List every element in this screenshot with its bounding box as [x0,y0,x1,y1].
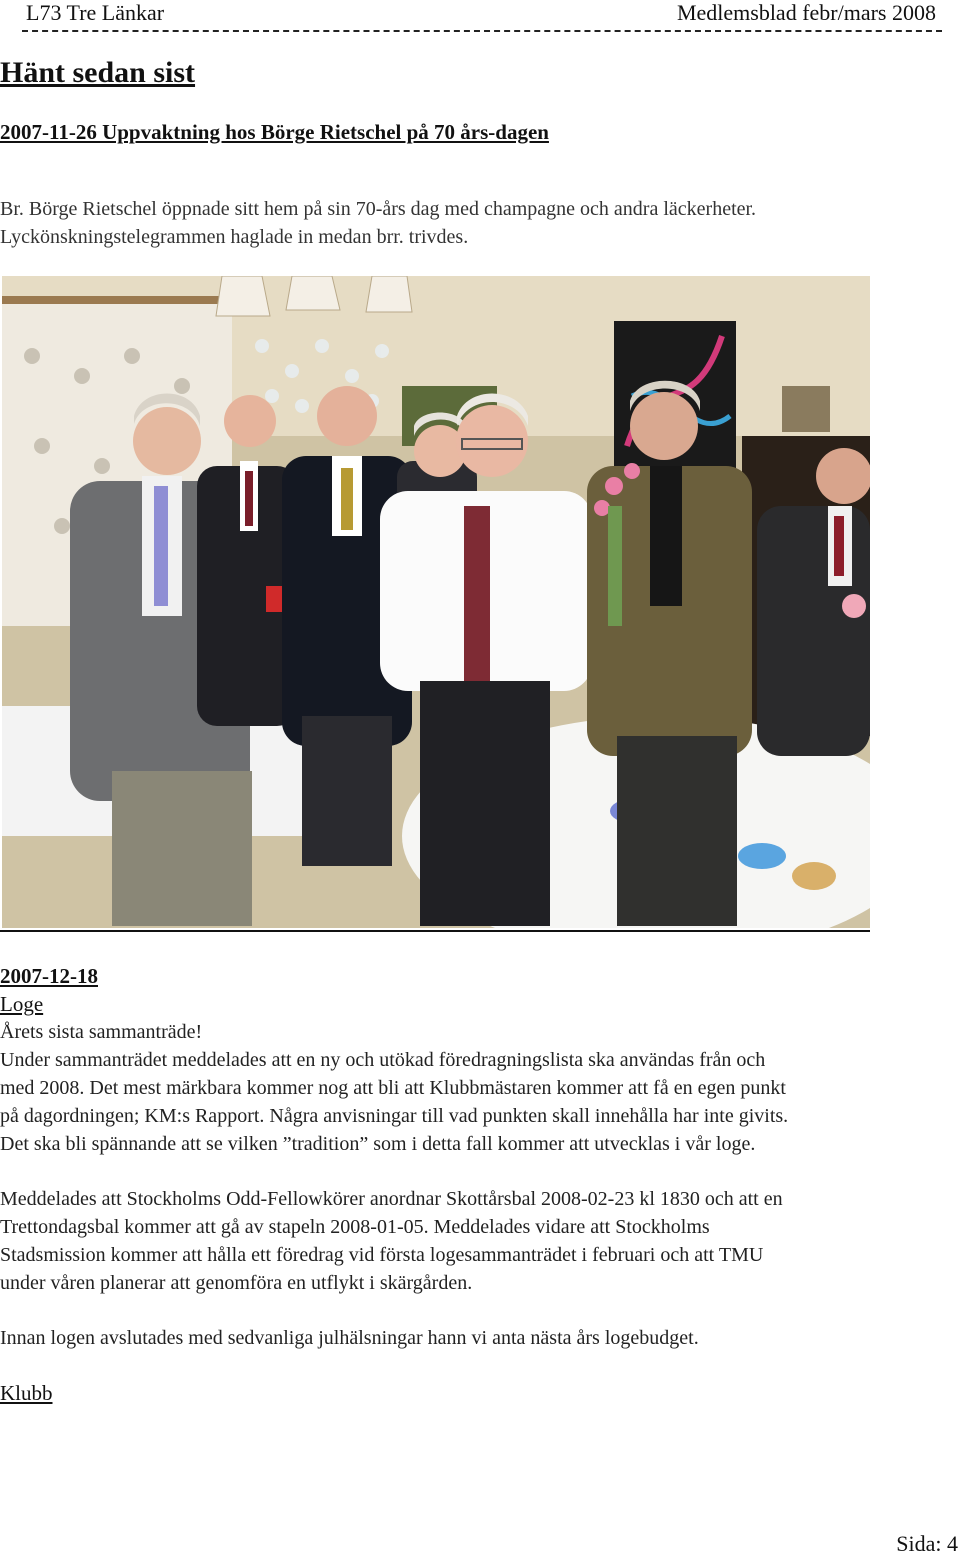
photo-bottom-rule [0,930,870,932]
page-title: Hänt sedan sist [0,56,196,89]
para2-line-1: Meddelades att Stockholms Odd-Fellowkörer anordnar Skottårsbal 2008-02-23 kl 1830 och att en [0,1188,783,1210]
header-right: Medlemsblad febr/mars 2008 [676,0,936,25]
section2-line-4: på dagordningen; KM:s Rapport. Några anvisningar till vad punkten skall innehålla har inte givits. [0,1105,789,1127]
para2-line-4: under våren planerar att genomföra en utflykt i skärgården. [0,1272,473,1294]
section1-heading: 2007-11-26 Uppvaktning hos Börge Rietschel på 70 års-dagen [0,120,549,144]
section2-line-1: Årets sista sammanträde! [0,1021,203,1043]
section2-line-2: Under sammanträdet meddelades att en ny och utökad föredragningslista ska användas från och [0,1049,766,1071]
para2-line-3: Stadsmission kommer att hålla ett föredrag vid första logesammanträdet i februari och att TMU [0,1244,764,1266]
section1-line-2: Lyckönskningstelegrammen haglade in medan brr. trivdes. [0,226,469,248]
loge-link[interactable]: Loge [0,992,44,1016]
para2-line-2: Trettondagsbal kommer att gå av stapeln 2008-01-05. Meddelades vidare att Stockholms [0,1216,710,1238]
klubb-link[interactable]: Klubb [0,1381,53,1405]
page-number: Sida: 4 [896,1531,958,1556]
section2-date: 2007-12-18 [0,964,98,988]
group-photo [2,276,870,928]
para3: Innan logen avslutades med sedvanliga julhälsningar hann vi anta nästa års logebudget. [0,1327,699,1349]
section2-line-5: Det ska bli spännande att se vilken ”tradition” som i detta fall kommer att utvecklas i vår loge. [0,1133,756,1155]
section2-line-3: med 2008. Det mest märkbara kommer nog att bli att Klubbmästaren kommer att få en egen punkt [0,1077,786,1099]
section1-line-1: Br. Börge Rietschel öppnade sitt hem på sin 70-års dag med champagne och andra läckerheter. [0,198,757,220]
header-left: L73 Tre Länkar [26,0,165,25]
header-divider [22,30,942,32]
